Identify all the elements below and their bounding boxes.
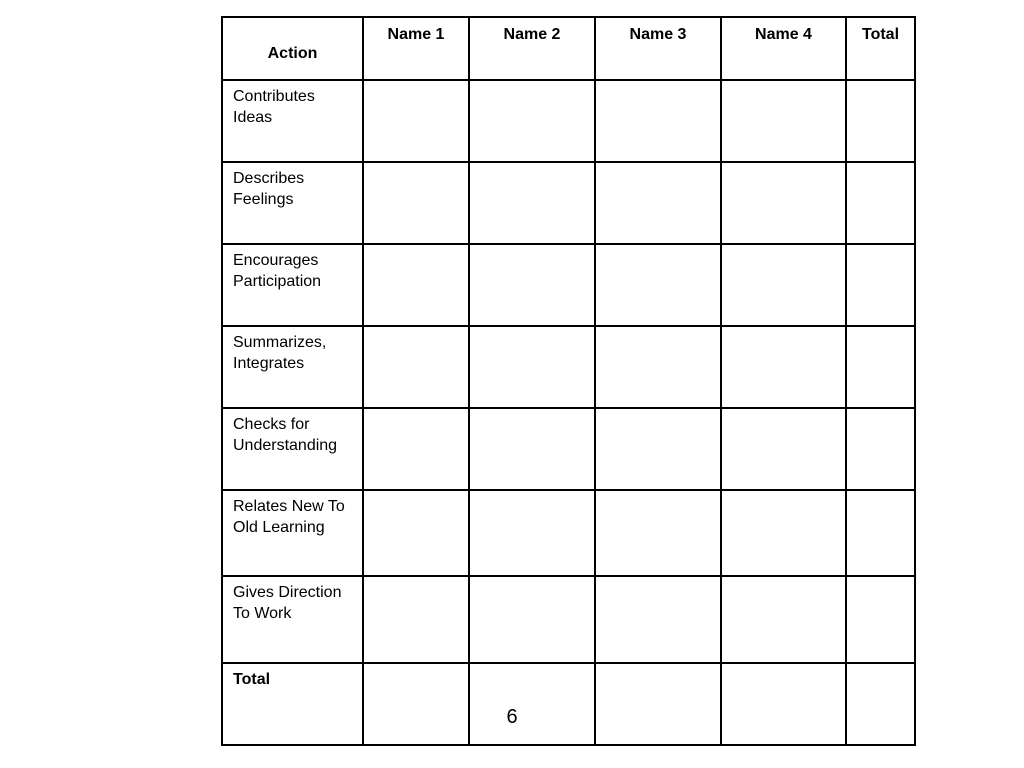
score-cell[interactable] bbox=[469, 408, 595, 490]
score-cell[interactable] bbox=[363, 576, 469, 663]
score-cell[interactable] bbox=[595, 244, 721, 326]
grand-total-cell[interactable] bbox=[846, 663, 915, 745]
name-1-header: Name 1 bbox=[363, 17, 469, 80]
row-label-line: Old Learning bbox=[233, 519, 325, 536]
row-label-line: Relates New To bbox=[233, 498, 345, 515]
table-row bbox=[222, 576, 915, 663]
score-cell[interactable] bbox=[469, 244, 595, 326]
row-label-line: Ideas bbox=[233, 109, 273, 126]
row-label-contributes-ideas bbox=[222, 80, 363, 162]
total-cell[interactable] bbox=[846, 408, 915, 490]
row-label-describes-feelings bbox=[222, 162, 363, 244]
row-label-line: Gives Direction bbox=[233, 584, 342, 601]
score-cell[interactable] bbox=[721, 490, 846, 576]
table-row bbox=[222, 80, 915, 162]
row-label-line: To Work bbox=[233, 605, 292, 622]
total-cell[interactable] bbox=[846, 576, 915, 663]
total-row-label: Total bbox=[222, 663, 363, 745]
total-cell[interactable] bbox=[469, 663, 595, 745]
table-row bbox=[222, 408, 915, 490]
total-row bbox=[222, 663, 915, 745]
total-cell[interactable] bbox=[846, 162, 915, 244]
score-cell[interactable] bbox=[363, 162, 469, 244]
row-label-encourages-participation bbox=[222, 244, 363, 326]
total-cell[interactable] bbox=[721, 663, 846, 745]
score-cell[interactable] bbox=[363, 490, 469, 576]
score-cell[interactable] bbox=[721, 576, 846, 663]
score-cell[interactable] bbox=[363, 244, 469, 326]
score-cell[interactable] bbox=[363, 326, 469, 408]
score-cell[interactable] bbox=[469, 80, 595, 162]
table-row bbox=[222, 244, 915, 326]
score-cell[interactable] bbox=[469, 490, 595, 576]
score-cell[interactable] bbox=[721, 408, 846, 490]
total-cell[interactable] bbox=[363, 663, 469, 745]
score-cell[interactable] bbox=[469, 576, 595, 663]
row-label-summarizes-integrates bbox=[222, 326, 363, 408]
score-cell[interactable] bbox=[721, 162, 846, 244]
score-cell[interactable] bbox=[721, 326, 846, 408]
total-header: Total bbox=[846, 17, 915, 80]
score-cell[interactable] bbox=[721, 80, 846, 162]
score-cell[interactable] bbox=[469, 326, 595, 408]
score-cell[interactable] bbox=[595, 490, 721, 576]
total-cell[interactable] bbox=[846, 80, 915, 162]
score-cell[interactable] bbox=[363, 408, 469, 490]
row-label-line: Checks for bbox=[233, 416, 310, 433]
score-cell[interactable] bbox=[469, 162, 595, 244]
table-row bbox=[222, 326, 915, 408]
table-row bbox=[222, 490, 915, 576]
action-header: Action bbox=[222, 17, 363, 80]
score-cell[interactable] bbox=[595, 80, 721, 162]
score-cell[interactable] bbox=[721, 244, 846, 326]
total-cell[interactable] bbox=[846, 244, 915, 326]
observation-table bbox=[221, 16, 916, 746]
row-label-line: Describes bbox=[233, 170, 305, 187]
name-4-header: Name 4 bbox=[721, 17, 846, 80]
total-cell[interactable] bbox=[846, 490, 915, 576]
row-label-relates-new-old bbox=[222, 490, 363, 576]
row-label-line: Integrates bbox=[233, 355, 305, 372]
total-cell[interactable] bbox=[595, 663, 721, 745]
row-label-line: Summarizes, bbox=[233, 334, 327, 351]
score-cell[interactable] bbox=[363, 80, 469, 162]
row-label-checks-understanding bbox=[222, 408, 363, 490]
row-label-line: Contributes bbox=[233, 88, 315, 105]
header-row bbox=[222, 17, 915, 80]
row-label-line: Feelings bbox=[233, 191, 294, 208]
score-cell[interactable] bbox=[595, 576, 721, 663]
total-cell[interactable] bbox=[846, 326, 915, 408]
score-cell[interactable] bbox=[595, 408, 721, 490]
score-cell[interactable] bbox=[595, 162, 721, 244]
row-label-line: Understanding bbox=[233, 437, 338, 454]
score-cell[interactable] bbox=[595, 326, 721, 408]
row-label-line: Encourages bbox=[233, 252, 319, 269]
name-3-header: Name 3 bbox=[595, 17, 721, 80]
row-label-line: Participation bbox=[233, 273, 322, 290]
table-row bbox=[222, 162, 915, 244]
row-label-gives-direction bbox=[222, 576, 363, 663]
name-2-header: Name 2 bbox=[469, 17, 595, 80]
page-number: 6 bbox=[506, 706, 518, 728]
